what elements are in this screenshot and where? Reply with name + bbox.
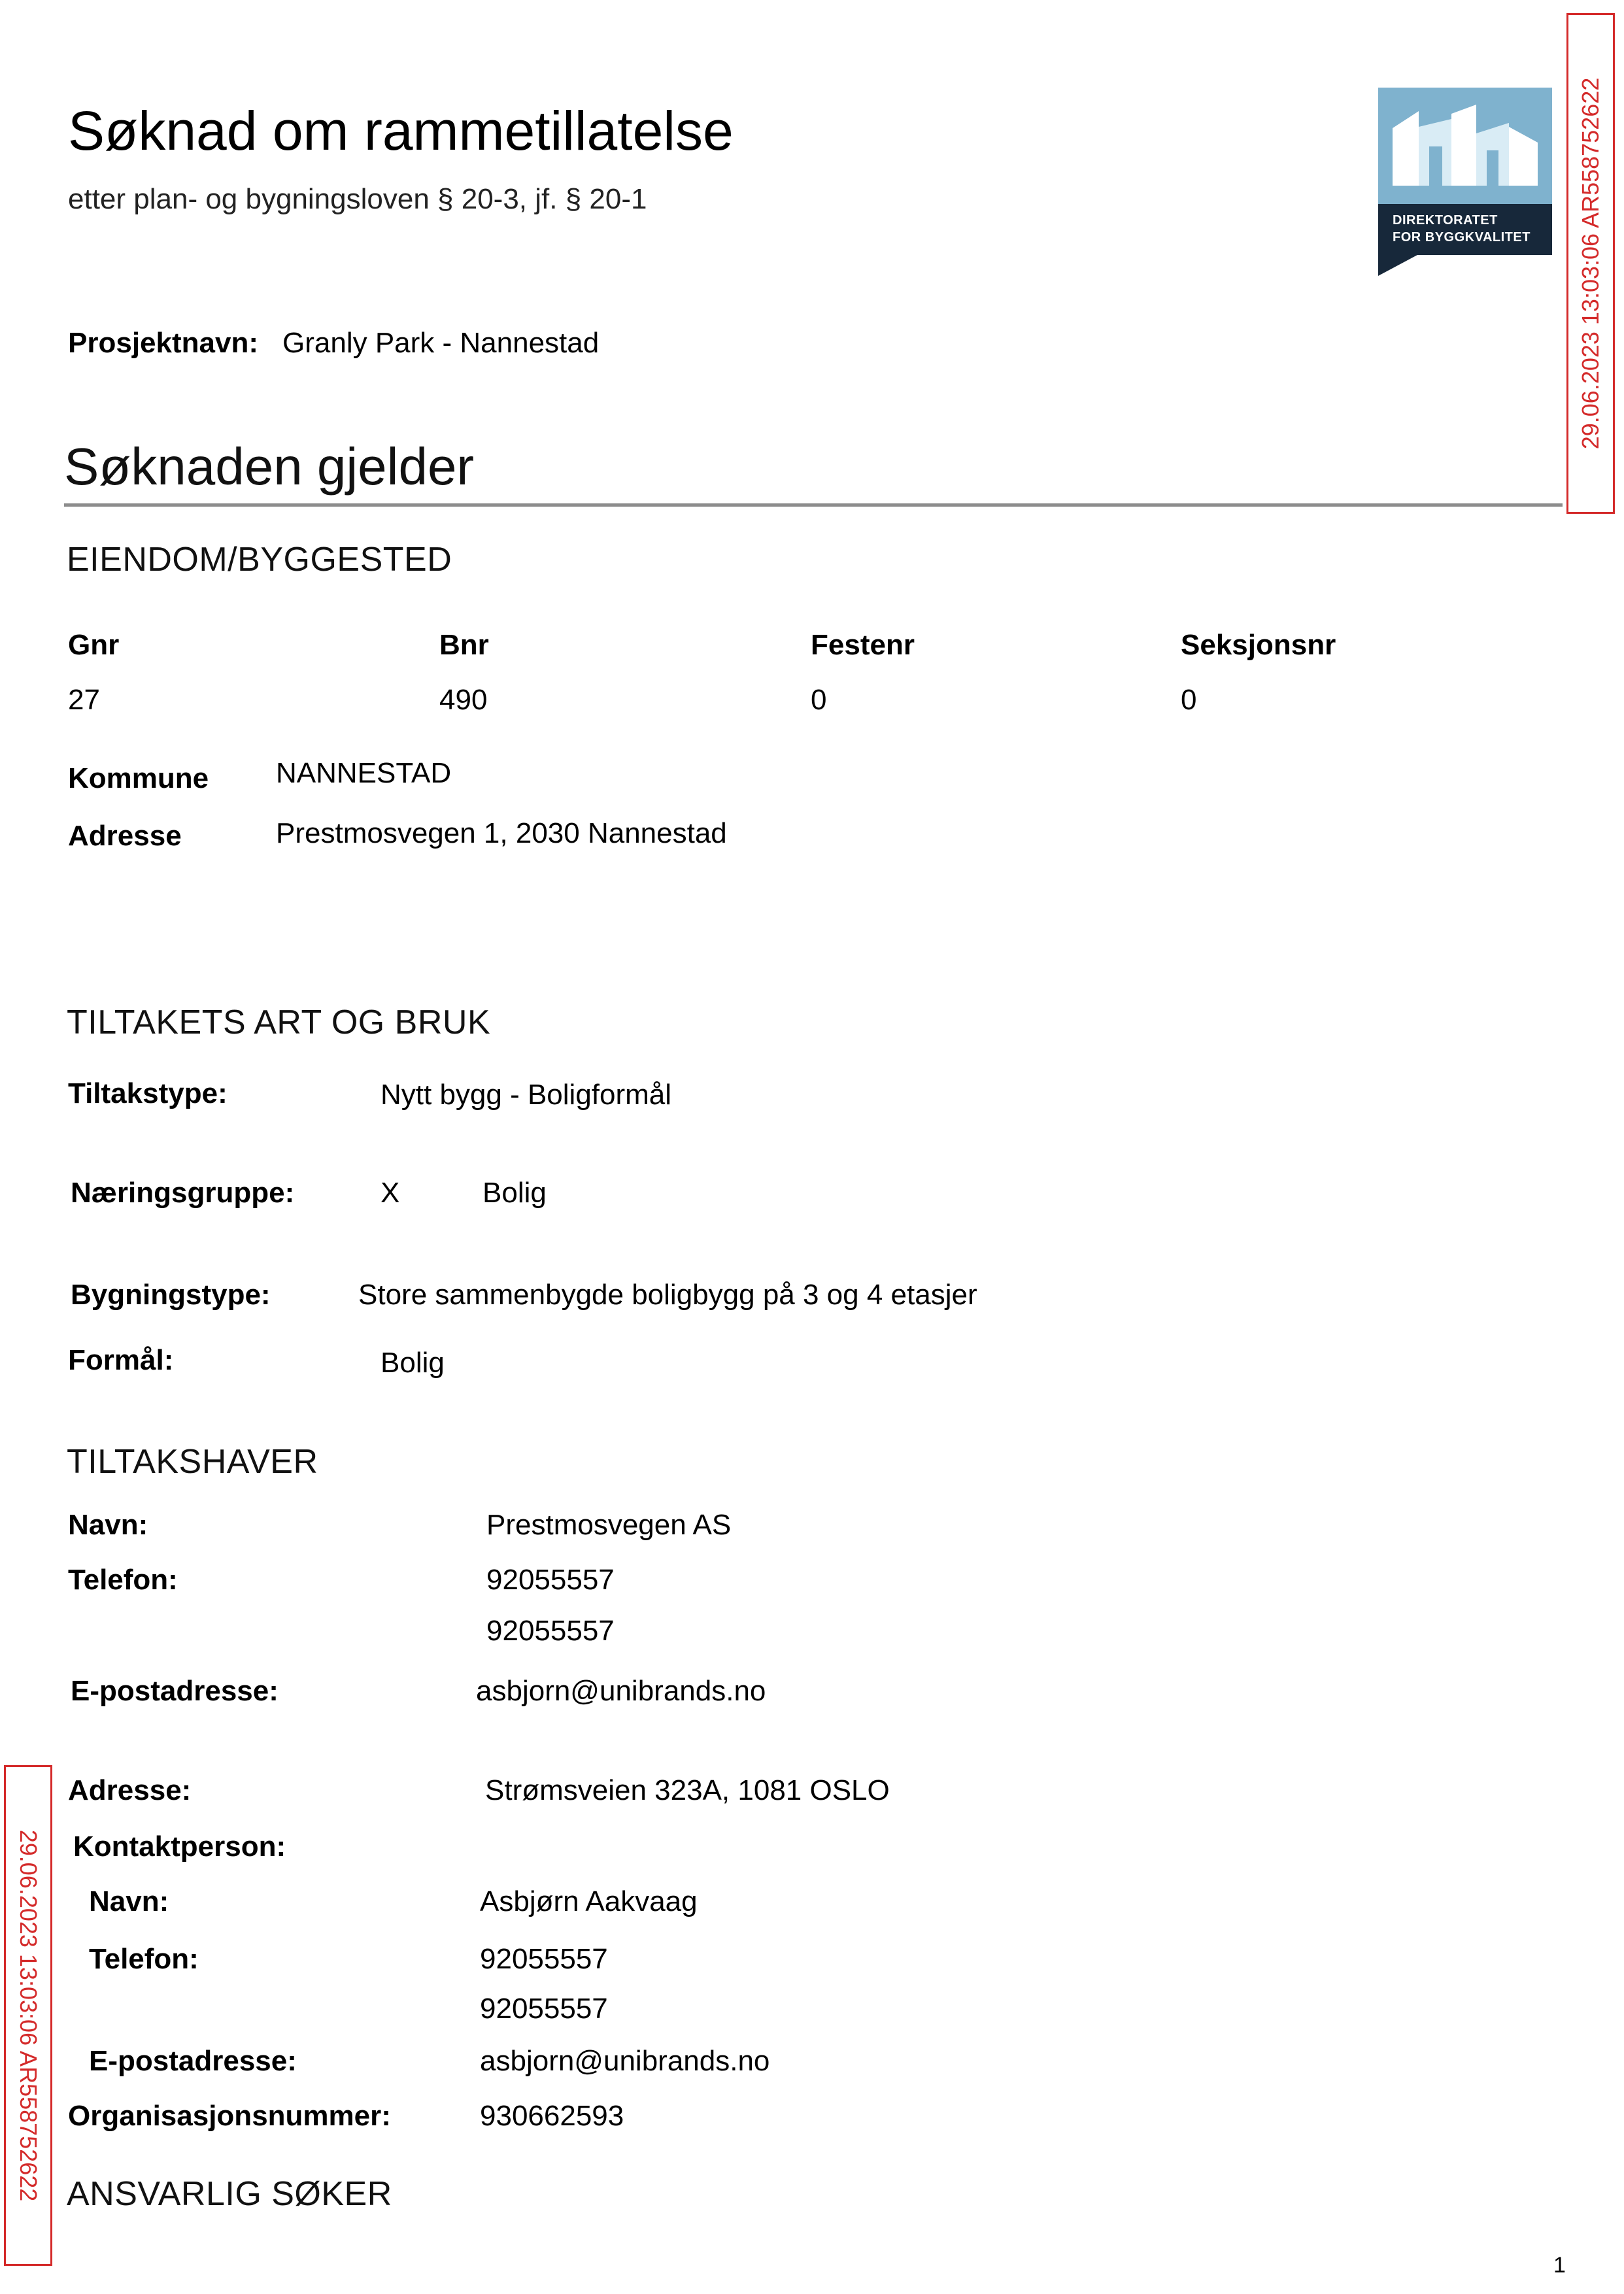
gnr-label: Gnr — [68, 629, 120, 661]
formal-value: Bolig — [381, 1347, 445, 1379]
timestamp-stamp-top-right — [1566, 13, 1615, 514]
section-title-ansvarlig-soker: ANSVARLIG SØKER — [67, 2175, 392, 2213]
naeringsgruppe-code: X — [381, 1177, 400, 1209]
kontakt-navn-label: Navn: — [89, 1885, 169, 1917]
kontakt-epost-label: E-postadresse: — [89, 2045, 297, 2077]
tiltakshaver-epost-label: E-postadresse: — [71, 1675, 279, 1707]
adresse-value: Prestmosvegen 1, 2030 Nannestad — [276, 817, 727, 849]
logo-text-line1: DIREKTORATET — [1393, 213, 1498, 228]
orgnr-label: Organisasjonsnummer: — [68, 2100, 391, 2132]
logo-band — [1378, 204, 1552, 255]
page-number: 1 — [1553, 2253, 1566, 2278]
kontakt-telefon-value-2: 92055557 — [480, 1993, 608, 2025]
project-name-label: Prosjektnavn: — [68, 327, 258, 359]
section-title-tiltak: TILTAKETS ART OG BRUK — [67, 1004, 491, 1041]
bygningstype-value: Store sammenbygde boligbygg på 3 og 4 etasjer — [358, 1279, 977, 1311]
bnr-value: 490 — [439, 684, 488, 716]
tiltakshaver-adresse-label: Adresse: — [68, 1774, 192, 1806]
kontakt-telefon-label: Telefon: — [89, 1943, 199, 1975]
tiltakshaver-epost-value: asbjorn@unibrands.no — [476, 1675, 766, 1707]
section-title-tiltakshaver: TILTAKSHAVER — [67, 1443, 318, 1481]
seksjonsnr-label: Seksjonsnr — [1181, 629, 1336, 661]
dibk-logo — [1378, 88, 1552, 276]
naeringsgruppe-label: Næringsgruppe: — [71, 1177, 295, 1209]
heading-divider — [64, 503, 1563, 507]
kontakt-epost-value: asbjorn@unibrands.no — [480, 2045, 770, 2077]
page-subtitle: etter plan- og bygningsloven § 20-3, jf. § 20-1 — [68, 183, 647, 215]
tiltakshaver-telefon-value-2: 92055557 — [486, 1615, 615, 1647]
tiltakshaver-telefon-label: Telefon: — [68, 1564, 178, 1596]
festenr-label: Festenr — [811, 629, 915, 661]
kommune-label: Kommune — [68, 762, 209, 794]
kontakt-navn-value: Asbjørn Aakvaag — [480, 1885, 698, 1917]
formal-label: Formål: — [68, 1344, 174, 1376]
bygningstype-label: Bygningstype: — [71, 1279, 271, 1311]
orgnr-value: 930662593 — [480, 2100, 624, 2132]
gnr-value: 27 — [68, 684, 100, 716]
tiltakshaver-navn-label: Navn: — [68, 1509, 148, 1541]
bnr-label: Bnr — [439, 629, 489, 661]
adresse-label: Adresse — [68, 820, 182, 852]
page-title: Søknad om rammetillatelse — [68, 100, 734, 161]
logo-flag — [1378, 255, 1417, 276]
tiltakstype-value: Nytt bygg - Boligformål — [381, 1079, 672, 1111]
festenr-value: 0 — [811, 684, 827, 716]
building-logo-icon — [1378, 88, 1552, 204]
kommune-value: NANNESTAD — [276, 757, 452, 789]
logo-text-line2: FOR BYGGKVALITET — [1393, 230, 1531, 245]
project-name-value: Granly Park - Nannestad — [282, 327, 600, 359]
kontaktperson-label: Kontaktperson: — [73, 1830, 286, 1863]
section-title-property: EIENDOM/BYGGESTED — [67, 541, 452, 579]
kontakt-telefon-value-1: 92055557 — [480, 1943, 608, 1975]
tiltakshaver-telefon-value-1: 92055557 — [486, 1564, 615, 1596]
tiltakshaver-adresse-value: Strømsveien 323A, 1081 OSLO — [485, 1774, 890, 1806]
tiltakstype-label: Tiltakstype: — [68, 1077, 228, 1109]
stamp-text: 29.06.2023 13:03:06 AR558752622 — [1577, 77, 1604, 450]
section-heading: Søknaden gjelder — [64, 437, 475, 496]
seksjonsnr-value: 0 — [1181, 684, 1197, 716]
naeringsgruppe-value: Bolig — [482, 1177, 547, 1209]
timestamp-stamp-bottom-left — [4, 1765, 52, 2266]
tiltakshaver-navn-value: Prestmosvegen AS — [486, 1509, 732, 1541]
stamp-text: 29.06.2023 13:03:06 AR558752622 — [15, 1829, 42, 2202]
